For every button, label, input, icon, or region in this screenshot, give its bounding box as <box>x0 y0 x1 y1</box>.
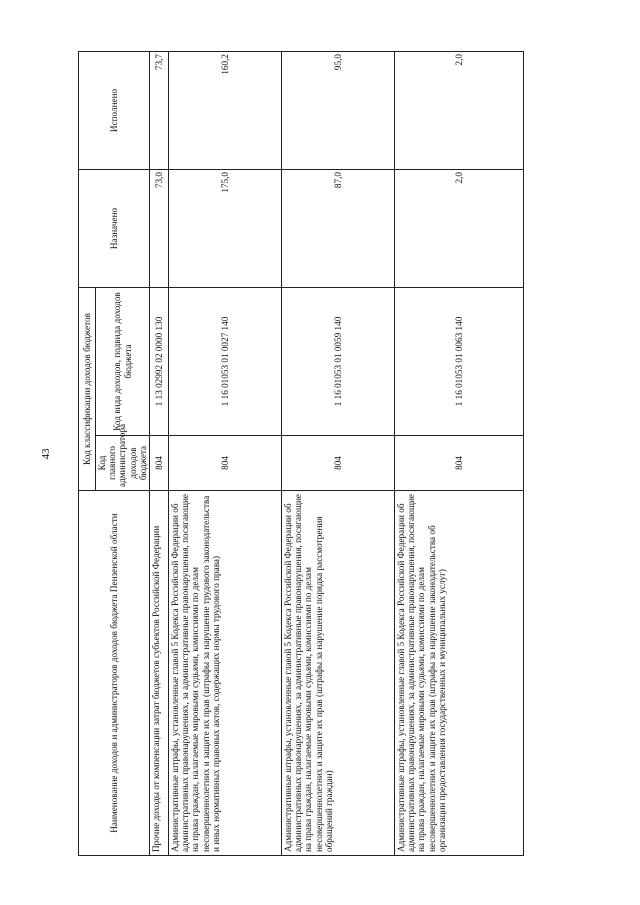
budget-income-table <box>78 51 524 856</box>
page-number: 43 <box>40 448 52 460</box>
row-name: Административные штрафы, установленные главой 5 Кодекса Российской Федерации об административных правонарушениях, за административные правонарушения, посягающие на права граждан, налагаемые мировыми судьями, комиссиями по делам несовершеннолетних и защите их прав (штрафы за нарушение законодательства об организации предоставления государственных и муниципальных услуг) <box>395 491 524 856</box>
rotated-table-wrapper <box>78 52 508 856</box>
header-code-group: Код классификации доходов бюджетов <box>79 287 96 490</box>
header-admin-code: Код главного администратора доходов бюджета <box>96 436 150 491</box>
row-assigned: 175,0 <box>169 169 282 287</box>
table-row <box>150 51 169 855</box>
row-admin-code: 804 <box>282 436 395 491</box>
table-header-row <box>79 51 96 855</box>
row-assigned: 2,0 <box>395 169 524 287</box>
row-executed: 160,2 <box>169 51 282 169</box>
rotated-table-area <box>78 52 508 856</box>
row-income-code: 1 16 01053 01 0059 140 <box>282 287 395 435</box>
header-name: Наименование доходов и администраторов доходов бюджета Пензенской области <box>79 491 150 856</box>
table-row <box>169 51 282 855</box>
row-executed: 73,7 <box>150 51 169 169</box>
header-income-code: Код вида доходов, подвида доходов бюджета <box>96 287 150 435</box>
row-name: Административные штрафы, установленные главой 5 Кодекса Российской Федерации об административных правонарушениях, за административные правонарушения, посягающие на права граждан, налагаемые мировыми судьями, комиссиями по делам несовершеннолетних и защите их прав (штрафы за нарушение порядка рассмотрения обращений граждан) <box>282 491 395 856</box>
row-executed: 2,0 <box>395 51 524 169</box>
header-executed: Исполнено <box>79 51 150 169</box>
table-row <box>395 51 524 855</box>
row-name: Прочие доходы от компенсации затрат бюджетов субъектов Российской Федерации <box>150 491 169 856</box>
row-income-code: 1 16 01053 01 0063 140 <box>395 287 524 435</box>
row-assigned: 87,0 <box>282 169 395 287</box>
row-assigned: 73,0 <box>150 169 169 287</box>
row-admin-code: 804 <box>169 436 282 491</box>
row-income-code: 1 13 02992 02 0000 130 <box>150 287 169 435</box>
header-assigned: Назначено <box>79 169 150 287</box>
row-admin-code: 804 <box>395 436 524 491</box>
row-executed: 95,0 <box>282 51 395 169</box>
row-income-code: 1 16 01053 01 0027 140 <box>169 287 282 435</box>
row-admin-code: 804 <box>150 436 169 491</box>
row-name: Административные штрафы, установленные главой 5 Кодекса Российской Федерации об административных правонарушениях, за административные правонарушения, посягающие на права граждан, налагаемые мировыми судьями, комиссиями по делам несовершеннолетних и защите их прав (штрафы за нарушение трудового законодательства и иных нормативных правовых актов, содержащих нормы трудового права) <box>169 491 282 856</box>
table-row <box>282 51 395 855</box>
